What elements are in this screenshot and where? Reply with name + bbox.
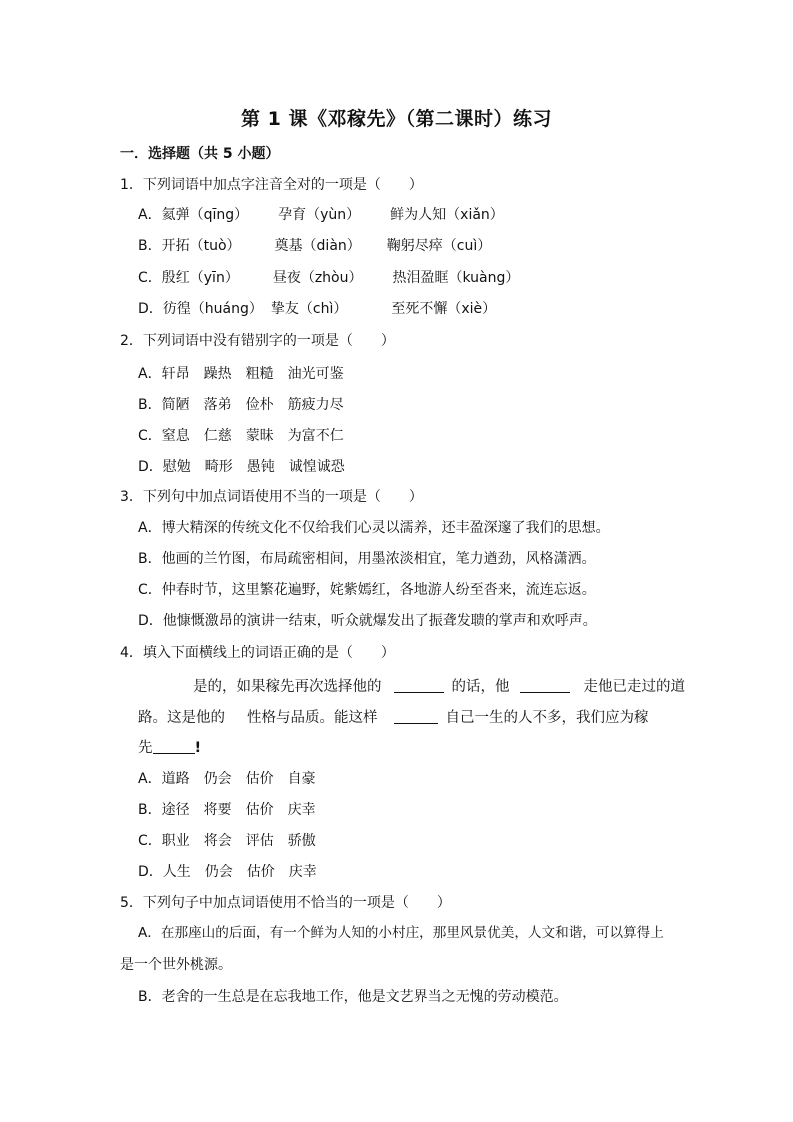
question-2-stem: 2．下列词语中没有错别字的一项是（ ） (120, 333, 395, 349)
blank-1[interactable] (394, 678, 444, 693)
question-5-option-a-line-1: A．在那座山的后面，有一个鲜为人知的小村庄，那里风景优美，人文和谐，可以算得上 (138, 925, 664, 941)
question-1-option-d: D．彷徨（huáng） 挚友（chì） 至死不懈（xiè） (138, 301, 497, 317)
question-1-option-a: A．氦弹（qīng） 孕育（yùn） 鲜为人知（xiǎn） (138, 207, 504, 223)
question-4-passage-line-1: 是的，如果稼先再次选择他的 的话，他 走他已走过的道 (193, 679, 685, 695)
question-2-option-b: B．简陋 落弟 俭朴 筋疲力尽 (138, 397, 344, 413)
question-4-option-d: D．人生 仍会 估价 庆幸 (138, 864, 317, 880)
question-3-stem: 3．下列句中加点词语使用不当的一项是（ ） (120, 489, 423, 505)
question-2-option-a: A．轩昂 躁热 粗糙 油光可鉴 (138, 366, 344, 382)
question-3-option-a: A．博大精深的传统文化不仅给我们心灵以濡养，还丰盈深邃了我们的思想。 (138, 520, 610, 536)
question-4-option-c: C．职业 将会 评估 骄傲 (138, 833, 316, 849)
question-5-option-b: B．老舍的一生总是在忘我地工作，他是文艺界当之无愧的劳动模范。 (138, 989, 568, 1005)
blank-3[interactable] (394, 709, 438, 724)
page-title: 第 1 课《邓稼先》（第二课时）练习 (241, 108, 552, 130)
blank-2[interactable] (520, 678, 570, 693)
question-5-option-a-line-2: 是一个世外桃源。 (120, 957, 232, 973)
section-heading: 一．选择题（共 5 小题） (120, 146, 280, 162)
question-3-option-c: C．仲春时节，这里繁花遍野，姹紫嫣红，各地游人纷至沓来，流连忘返。 (138, 582, 596, 598)
question-1-stem: 1．下列词语中加点字注音全对的一项是（ ） (120, 177, 423, 193)
blank-4[interactable] (153, 739, 195, 754)
question-2-option-c: C．窒息 仁慈 蒙昧 为富不仁 (138, 428, 344, 444)
question-4-option-a: A．道路 仍会 估价 自豪 (138, 771, 316, 787)
question-4-stem: 4．填入下面横线上的词语正确的是（ ） (120, 645, 395, 661)
question-2-option-d: D．慰勉 畸形 愚钝 诚惶诚恐 (138, 459, 345, 475)
question-1-option-c: C．殷红（yīn） 昼夜（zhòu） 热泪盈眶（kuàng） (138, 270, 520, 286)
question-4-passage-line-3: 先 ! (138, 740, 202, 756)
question-3-option-b: B．他画的兰竹图，布局疏密相间，用墨浓淡相宜，笔力遒劲，风格潇洒。 (138, 551, 596, 567)
question-4-passage-line-2: 路。这是他的 性格与品质。能这样 自己一生的人不多，我们应为稼 (138, 710, 649, 726)
question-1-option-b: B．开拓（tuò） 奠基（diàn） 鞠躬尽瘁（cuì） (138, 238, 492, 254)
question-4-option-b: B．途径 将要 估价 庆幸 (138, 802, 316, 818)
question-3-option-d: D．他慷慨激昂的演讲一结束，听众就爆发出了振聋发聩的掌声和欢呼声。 (138, 613, 597, 629)
question-5-stem: 5．下列句子中加点词语使用不恰当的一项是（ ） (120, 895, 451, 911)
